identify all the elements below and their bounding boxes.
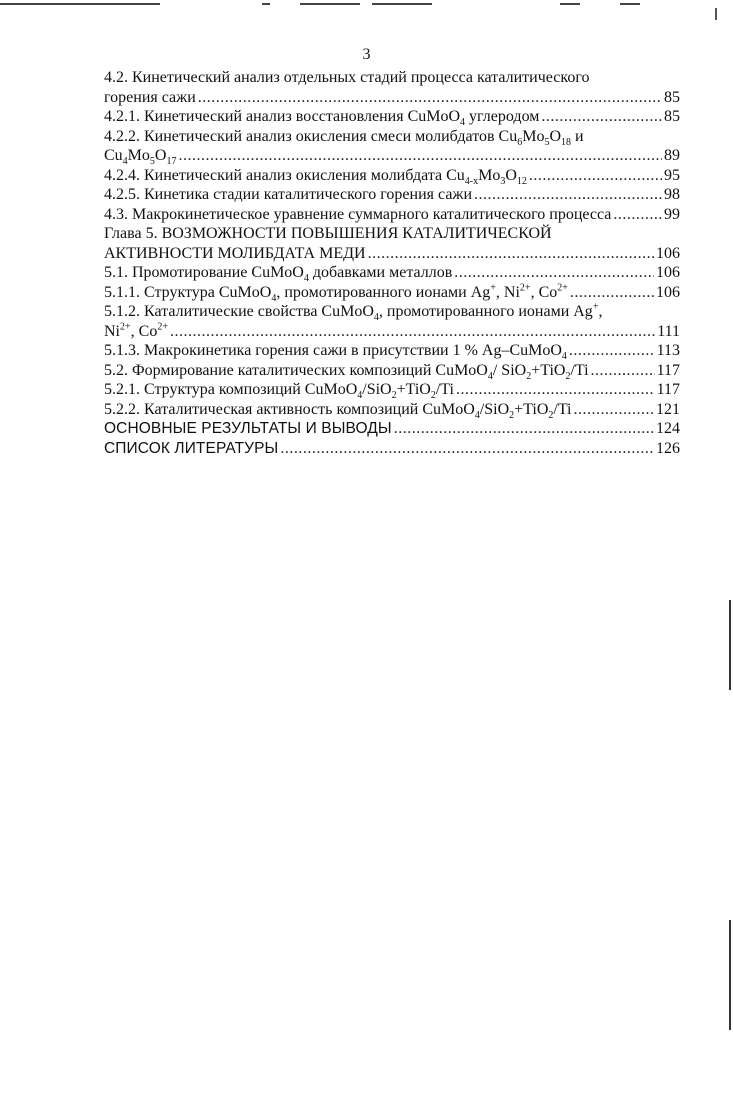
- toc-page-number: 106: [656, 244, 680, 262]
- toc-entry: [104, 302, 680, 322]
- toc-page-number: 106: [656, 283, 680, 301]
- toc-entry: [104, 205, 680, 225]
- toc-entry: [104, 400, 680, 420]
- toc-entry: [104, 341, 680, 361]
- toc-entry: [104, 263, 680, 283]
- toc-entry: [104, 283, 680, 303]
- toc-entry: [104, 380, 680, 400]
- dot-leader: [474, 185, 662, 205]
- dot-leader: [529, 166, 662, 186]
- dot-leader: [569, 341, 655, 361]
- dot-leader: [456, 380, 655, 400]
- toc-entry-title: 5.2.1. Структура композиций CuMoO$_4$/SiO$_2$+TiO$_2$/Ti: [104, 381, 454, 402]
- dot-leader: [613, 205, 662, 225]
- toc-page-number: 117: [656, 381, 680, 398]
- toc-entry-title: 5.2. Формирование каталитических композиций CuMoO$_4$/ SiO$_2$+TiO$_2$/Ti: [104, 361, 589, 382]
- scan-edge-right: [729, 920, 731, 1030]
- toc-entry-title: $Cu_4Mo_5O_{17}$: [104, 147, 177, 168]
- dot-leader: [170, 322, 655, 342]
- toc-entry-title: 4.2.2. Кинетический анализ окисления смеси молибдатов $Cu_6Mo_5O_{18}$ и: [104, 127, 584, 148]
- toc-entry: [104, 166, 680, 186]
- toc-page-number: 99: [664, 205, 680, 223]
- toc-page-number: 124: [656, 420, 680, 437]
- dot-leader: [570, 283, 654, 303]
- toc-page-number: 117: [656, 361, 680, 379]
- toc-entry: [104, 88, 680, 108]
- toc-page-number: 89: [664, 147, 680, 164]
- toc-page-number: 126: [656, 439, 680, 457]
- toc-page-number: 111: [657, 322, 680, 340]
- toc-entry: [104, 146, 680, 166]
- toc-entry-title: горения сажи: [104, 88, 196, 106]
- dot-leader: [394, 419, 654, 439]
- scan-mark: [715, 8, 717, 20]
- toc-page-number: 95: [664, 166, 680, 184]
- toc-entry: [104, 68, 680, 88]
- dot-leader: [280, 439, 654, 459]
- dot-leader: [454, 263, 654, 283]
- toc-entry-title: 5.2.2. Каталитическая активность композиций CuMoO$_4$/SiO$_2$+TiO$_2$/Ti: [104, 400, 572, 421]
- scan-edge-right: [729, 600, 731, 690]
- dot-leader: [591, 361, 655, 381]
- toc-entry: [104, 419, 680, 439]
- toc-entry: [104, 322, 680, 342]
- scan-edge-top: [0, 0, 733, 10]
- dot-leader: [178, 146, 662, 166]
- toc-entry: [104, 439, 680, 459]
- dot-leader: [368, 244, 654, 264]
- page-number: 3: [362, 46, 371, 63]
- dot-leader: [198, 88, 662, 108]
- toc-entry: [104, 107, 680, 127]
- toc-entry-title: СПИСОК ЛИТЕРАТУРЫ: [104, 439, 279, 457]
- toc-entry: [104, 127, 680, 147]
- toc-entry-title: 5.1.3. Макрокинетика горения сажи в присутствии 1 % Ag–CuMoO$_4$: [104, 342, 567, 363]
- toc-entry: [104, 244, 680, 264]
- toc-entry-title: 4.3. Макрокинетическое уравнение суммарного каталитического процесса: [104, 205, 612, 223]
- toc-entry-title: 4.2.1. Кинетический анализ восстановления CuMoO$_4$ углеродом: [104, 108, 540, 129]
- toc-page-number: 113: [656, 342, 680, 359]
- table-of-contents: [104, 68, 680, 458]
- toc-entry-title: 4.2.4. Кинетический анализ окисления молибдата $Cu_{4-x}Mo_3O_{12}$: [104, 166, 527, 187]
- toc-page-number: 85: [664, 108, 680, 125]
- toc-entry-title: $Ni^{2+}$, $Co^{2+}$: [104, 321, 168, 340]
- toc-page-number: 98: [664, 186, 680, 203]
- toc-page-number: 85: [664, 88, 680, 106]
- toc-page-number: 121: [656, 400, 680, 418]
- toc-entry-title: Глава 5. ВОЗМОЖНОСТИ ПОВЫШЕНИЯ КАТАЛИТИЧЕСКОЙ: [104, 225, 552, 242]
- dot-leader: [574, 400, 655, 420]
- toc-entry-title: 4.2.5. Кинетика стадии каталитического горения сажи: [104, 186, 473, 203]
- dot-leader: [541, 107, 662, 127]
- toc-entry-title: 5.1. Промотирование CuMoO$_4$ добавками металлов: [104, 264, 453, 285]
- toc-page-number: 106: [656, 264, 680, 281]
- toc-entry: [104, 361, 680, 381]
- toc-entry-title: 5.1.1. Структура CuMoO$_4$, промотированного ионами Ag+, $Ni^{2+}$, $Co^{2+}$: [104, 282, 568, 304]
- toc-entry: [104, 224, 680, 244]
- toc-entry: [104, 185, 680, 205]
- toc-entry-title: 5.1.2. Каталитические свойства CuMoO$_4$, промотированного ионами Ag+,: [104, 301, 603, 324]
- toc-entry-title: 4.2. Кинетический анализ отдельных стадий процесса каталитического: [104, 69, 590, 86]
- toc-entry-title: АКТИВНОСТИ МОЛИБДАТА МЕДИ: [104, 244, 366, 262]
- toc-entry-title: ОСНОВНЫЕ РЕЗУЛЬТАТЫ И ВЫВОДЫ: [104, 420, 392, 437]
